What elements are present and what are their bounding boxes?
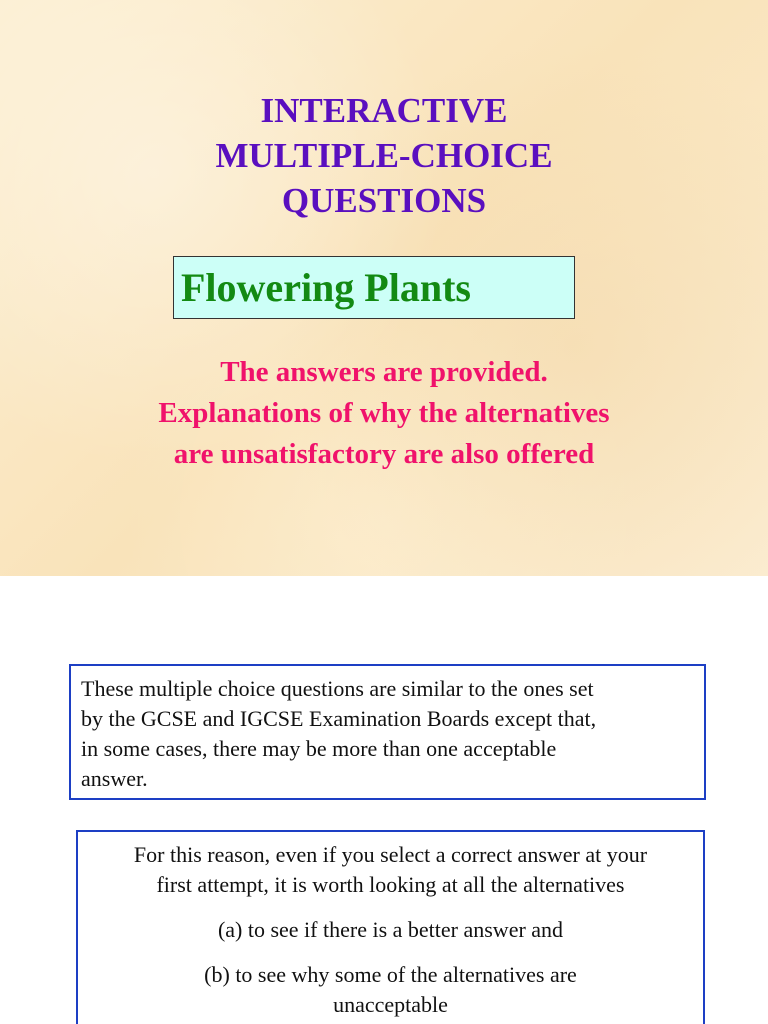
intro-line: in some cases, there may be more than one acceptable — [81, 736, 557, 761]
reason-line: For this reason, even if you select a correct answer at your — [133, 842, 648, 867]
main-title-line: QUESTIONS — [281, 181, 487, 220]
topic-box — [173, 256, 575, 319]
main-title-line: INTERACTIVE — [260, 91, 508, 130]
reason-text-box — [76, 830, 705, 1024]
answers-note-line: The answers are provided. — [220, 356, 548, 388]
point-b — [78, 960, 703, 1020]
point-a-line: (a) to see if there is a better answer and — [217, 917, 564, 942]
answers-note — [0, 352, 768, 475]
answers-note-line: are unsatisfactory are also offered — [173, 438, 595, 470]
topic-title: Flowering Plants — [181, 265, 471, 310]
point-a — [78, 915, 703, 945]
intro-line: by the GCSE and IGCSE Examination Boards except that, — [81, 706, 597, 731]
point-b-line: (b) to see why some of the alternatives are — [204, 962, 577, 987]
reason-paragraph — [78, 840, 703, 900]
reason-line: first attempt, it is worth looking at all the alternatives — [156, 872, 625, 897]
main-title — [0, 88, 768, 223]
point-b-line: unacceptable — [333, 992, 448, 1017]
intro-line: These multiple choice questions are similar to the ones set — [81, 676, 594, 701]
answers-note-line: Explanations of why the alternatives — [158, 397, 610, 429]
main-title-line: MULTIPLE-CHOICE — [215, 136, 553, 175]
intro-text-box — [69, 664, 706, 800]
intro-line: answer. — [81, 766, 148, 791]
